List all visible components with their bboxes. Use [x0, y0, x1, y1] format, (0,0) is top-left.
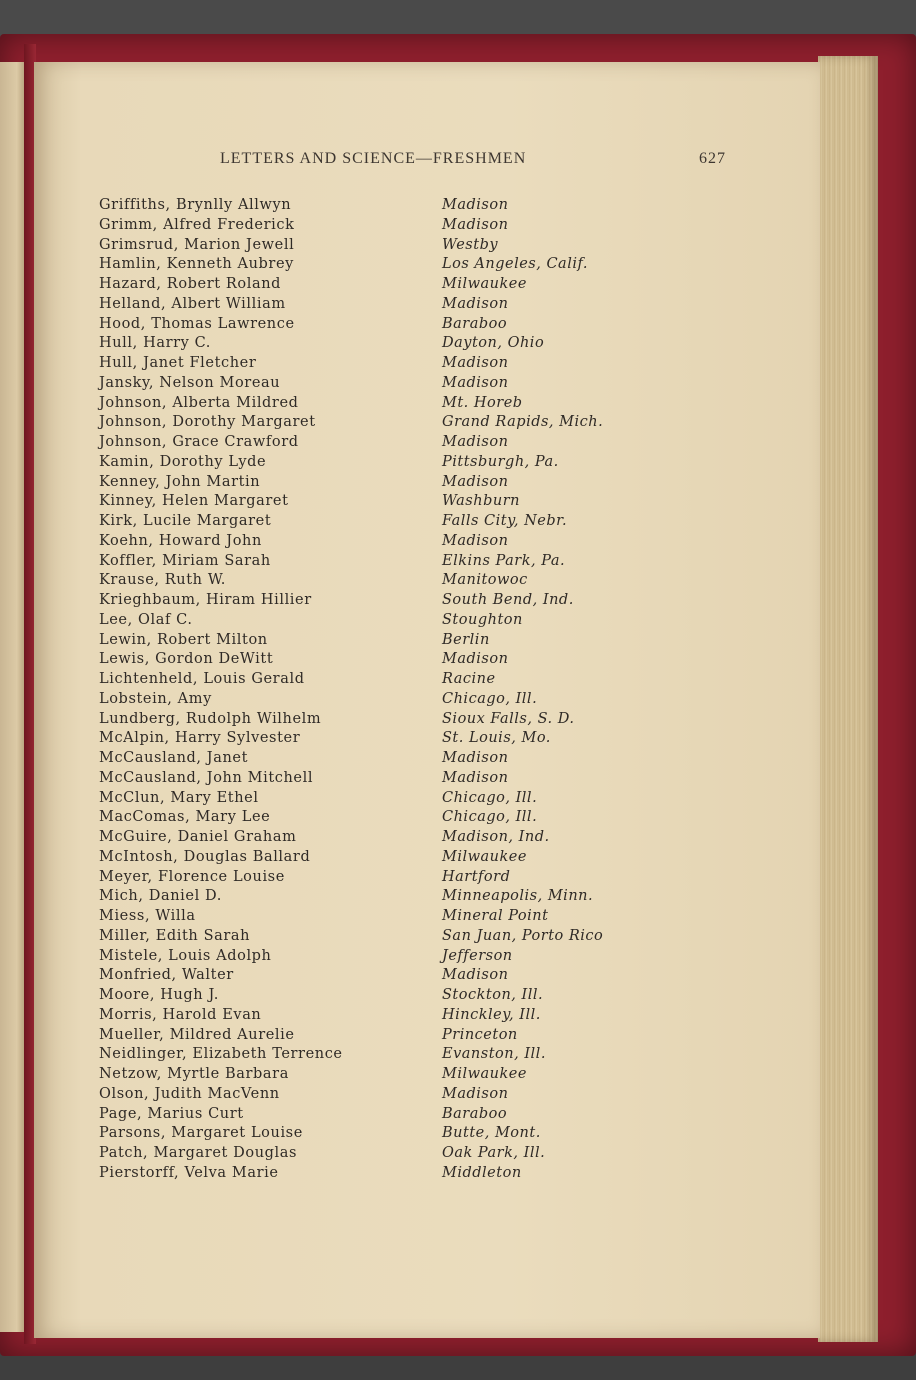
- student-name: Miller, Edith Sarah: [99, 927, 251, 944]
- student-name: Mueller, Mildred Aurelie: [99, 1026, 295, 1043]
- student-hometown: Falls City, Nebr.: [442, 513, 568, 529]
- student-name: McIntosh, Douglas Ballard: [99, 848, 311, 865]
- student-name: Johnson, Grace Crawford: [99, 434, 299, 450]
- roster-entry: [99, 196, 659, 216]
- student-hometown: Madison: [442, 295, 509, 312]
- student-name: Pierstorff, Velva Marie: [99, 1164, 279, 1181]
- student-name: Lewin, Robert Milton: [99, 631, 268, 648]
- roster-entry: [99, 1085, 659, 1105]
- student-hometown: Baraboo: [442, 315, 508, 332]
- student-hometown: Sioux Falls, S. D.: [442, 710, 575, 727]
- section-title: LETTERS AND SCIENCE—FRESHMEN: [220, 150, 527, 167]
- student-name: Hull, Harry C.: [99, 335, 212, 352]
- roster-entry: [99, 552, 659, 572]
- student-name: Lobstein, Amy: [99, 690, 212, 707]
- student-hometown: Madison: [442, 434, 509, 450]
- student-hometown: Elkins Park, Pa.: [442, 552, 566, 569]
- student-name: Mistele, Louis Adolph: [99, 947, 272, 964]
- student-hometown: Chicago, Ill.: [442, 690, 538, 707]
- student-name: Patch, Margaret Douglas: [99, 1145, 298, 1161]
- student-name: Grimsrud, Marion Jewell: [99, 236, 295, 253]
- student-name: Netzow, Myrtle Barbara: [99, 1066, 289, 1082]
- student-hometown: Westby: [442, 236, 499, 253]
- roster-entry: [99, 848, 659, 868]
- student-hometown: Pittsburgh, Pa.: [442, 453, 559, 470]
- roster-entry: [99, 236, 659, 256]
- roster-entry: [99, 255, 659, 275]
- roster-entry: [99, 868, 659, 888]
- student-name: Kirk, Lucile Margaret: [99, 513, 272, 529]
- roster-entry: [99, 354, 659, 374]
- student-name: Parsons, Margaret Louise: [99, 1125, 303, 1142]
- student-hometown: Madison: [442, 216, 509, 233]
- student-hometown: Grand Rapids, Mich.: [442, 414, 604, 431]
- roster-entry: [99, 749, 659, 769]
- student-hometown: Mineral Point: [442, 908, 549, 924]
- student-hometown: Madison, Ind.: [442, 829, 550, 845]
- roster-entry: [99, 394, 659, 414]
- roster-entry: [99, 492, 659, 512]
- student-name: Monfried, Walter: [99, 967, 234, 984]
- roster-entry: [99, 433, 659, 453]
- student-hometown: Racine: [442, 671, 496, 687]
- student-hometown: Oak Park, Ill.: [442, 1145, 546, 1161]
- roster-entry: [99, 631, 659, 651]
- student-hometown: St. Louis, Mo.: [442, 730, 551, 747]
- roster-entry: [99, 808, 659, 828]
- student-name: Lundberg, Rudolph Wilhelm: [99, 710, 322, 727]
- student-hometown: Butte, Mont.: [442, 1125, 541, 1142]
- roster-entry: [99, 275, 659, 295]
- student-name: Helland, Albert William: [99, 295, 286, 312]
- roster-entry: [99, 1144, 659, 1164]
- student-hometown: Baraboo: [442, 1105, 508, 1122]
- roster-entry: [99, 887, 659, 907]
- previous-page-edge: [0, 62, 24, 1332]
- student-hometown: Madison: [442, 967, 509, 984]
- student-hometown: Madison: [442, 374, 509, 391]
- roster-entry: [99, 986, 659, 1006]
- student-hometown: Washburn: [442, 493, 520, 510]
- student-hometown: Evanston, Ill.: [442, 1046, 546, 1063]
- student-name: Mich, Daniel D.: [99, 888, 222, 905]
- roster-entry: [99, 1065, 659, 1085]
- roster-entry: [99, 789, 659, 809]
- student-hometown: Milwaukee: [442, 1066, 527, 1082]
- roster-entry: [99, 216, 659, 236]
- roster-entry: [99, 690, 659, 710]
- roster-entry: [99, 1105, 659, 1125]
- roster-entry: [99, 1026, 659, 1046]
- student-name: Moore, Hugh J.: [99, 987, 219, 1003]
- student-name: Lee, Olaf C.: [99, 611, 193, 628]
- roster-entry: [99, 927, 659, 947]
- student-hometown: Berlin: [442, 631, 490, 648]
- student-hometown: Los Angeles, Calif.: [442, 256, 588, 273]
- roster-entry: [99, 591, 659, 611]
- roster-entry: [99, 729, 659, 749]
- student-hometown: South Bend, Ind.: [442, 592, 574, 608]
- student-name: Hamlin, Kenneth Aubrey: [99, 256, 294, 273]
- roster-entry: [99, 1045, 659, 1065]
- roster-entry: [99, 295, 659, 315]
- roster-entry: [99, 1006, 659, 1026]
- student-name: Lichtenheld, Louis Gerald: [99, 671, 305, 687]
- roster-entry: [99, 650, 659, 670]
- roster-entry: [99, 947, 659, 967]
- student-name: McCausland, Janet: [99, 750, 249, 766]
- student-name: Lewis, Gordon DeWitt: [99, 651, 274, 668]
- roster-entry: [99, 532, 659, 552]
- student-hometown: Madison: [442, 769, 509, 786]
- student-name: Koffler, Miriam Sarah: [99, 552, 271, 569]
- student-hometown: Madison: [442, 750, 509, 766]
- student-hometown: Middleton: [442, 1164, 522, 1181]
- student-name: Hood, Thomas Lawrence: [99, 315, 295, 332]
- student-hometown: Stoughton: [442, 611, 523, 628]
- roster-entry: [99, 769, 659, 789]
- student-name: Grimm, Alfred Frederick: [99, 216, 295, 233]
- roster-entry: [99, 512, 659, 532]
- student-name: Neidlinger, Elizabeth Terrence: [99, 1046, 343, 1063]
- student-name: Koehn, Howard John: [99, 532, 262, 549]
- student-hometown: Hartford: [442, 868, 511, 885]
- student-name: Hazard, Robert Roland: [99, 276, 282, 292]
- roster-entry: [99, 1164, 659, 1184]
- student-roster: [99, 196, 659, 1184]
- roster-entry: [99, 611, 659, 631]
- student-name: Olson, Judith MacVenn: [99, 1085, 280, 1102]
- student-hometown: Mt. Horeb: [442, 394, 523, 411]
- student-name: Kinney, Helen Margaret: [99, 493, 289, 510]
- student-hometown: Manitowoc: [442, 572, 528, 589]
- student-hometown: Madison: [442, 473, 509, 490]
- student-name: Johnson, Dorothy Margaret: [99, 414, 316, 431]
- student-hometown: Jefferson: [442, 947, 513, 964]
- roster-entry: [99, 374, 659, 394]
- roster-entry: [99, 334, 659, 354]
- roster-entry: [99, 473, 659, 493]
- student-hometown: Milwaukee: [442, 276, 527, 292]
- student-name: Krieghbaum, Hiram Hillier: [99, 592, 312, 608]
- student-name: Page, Marius Curt: [99, 1105, 244, 1122]
- student-hometown: Madison: [442, 651, 509, 668]
- student-name: Griffiths, Brynlly Allwyn: [99, 197, 292, 213]
- student-name: Krause, Ruth W.: [99, 572, 226, 589]
- roster-entry: [99, 670, 659, 690]
- student-hometown: Madison: [442, 355, 509, 371]
- student-hometown: Madison: [442, 197, 509, 213]
- roster-entry: [99, 453, 659, 473]
- student-hometown: Stockton, Ill.: [442, 987, 544, 1003]
- roster-entry: [99, 907, 659, 927]
- roster-entry: [99, 571, 659, 591]
- student-name: MacComas, Mary Lee: [99, 809, 271, 826]
- roster-entry: [99, 710, 659, 730]
- student-hometown: Minneapolis, Minn.: [442, 888, 594, 905]
- student-name: Kamin, Dorothy Lyde: [99, 453, 267, 470]
- page-number: 627: [699, 150, 726, 167]
- student-name: McClun, Mary Ethel: [99, 789, 259, 806]
- roster-entry: [99, 1124, 659, 1144]
- student-hometown: Madison: [442, 532, 509, 549]
- student-name: Jansky, Nelson Moreau: [99, 374, 281, 391]
- student-name: Hull, Janet Fletcher: [99, 355, 257, 371]
- student-name: Meyer, Florence Louise: [99, 868, 285, 885]
- roster-entry: [99, 315, 659, 335]
- student-name: Johnson, Alberta Mildred: [99, 394, 299, 411]
- roster-entry: [99, 413, 659, 433]
- student-name: Kenney, John Martin: [99, 473, 261, 490]
- student-hometown: Hinckley, Ill.: [442, 1006, 541, 1023]
- student-name: Miess, Willa: [99, 908, 196, 924]
- student-name: Morris, Harold Evan: [99, 1006, 262, 1023]
- roster-entry: [99, 966, 659, 986]
- student-hometown: San Juan, Porto Rico: [442, 927, 604, 944]
- student-name: McCausland, John Mitchell: [99, 769, 314, 786]
- page-block-edges: [818, 56, 878, 1342]
- student-hometown: Dayton, Ohio: [442, 335, 545, 352]
- student-hometown: Madison: [442, 1085, 509, 1102]
- student-hometown: Milwaukee: [442, 848, 527, 865]
- student-hometown: Chicago, Ill.: [442, 789, 538, 806]
- student-hometown: Princeton: [442, 1026, 518, 1043]
- student-name: McGuire, Daniel Graham: [99, 829, 297, 845]
- student-hometown: Chicago, Ill.: [442, 809, 538, 826]
- roster-entry: [99, 828, 659, 848]
- student-name: McAlpin, Harry Sylvester: [99, 730, 301, 747]
